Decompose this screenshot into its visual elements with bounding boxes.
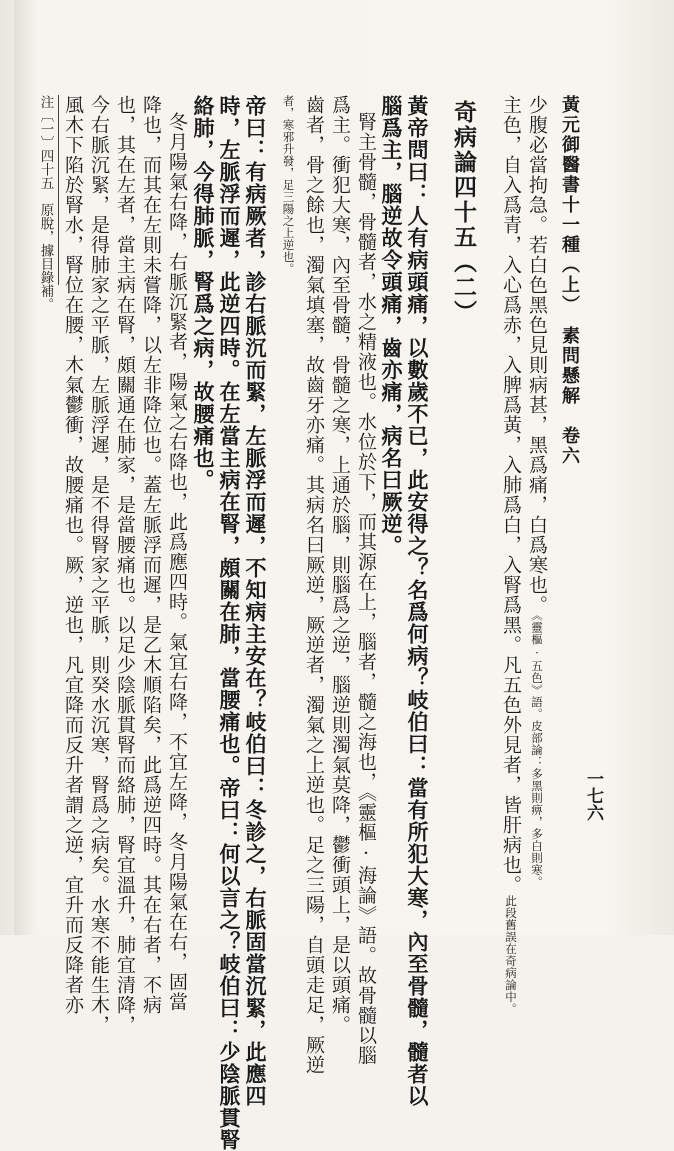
column-text: 齒者，骨之餘也，濁氣填塞，故齒牙亦痛。其病名曰厥逆，厥逆者，濁氣之上逆也。足之三陽，自頭走足，厥逆	[303, 95, 325, 1075]
column-text: 今右脈沉緊，是得肺家之平脈，左脈浮遲，是不得腎家之平脈，則癸水沉寒，腎爲之病矣。水寒不能生木，	[88, 95, 110, 1035]
running-header: 黃元御醫書十一種（上） 素問懸解 卷六	[559, 95, 580, 466]
column-text: 少腹必當拘急。若白色黑色見則病甚，黑爲痛，白爲寒也。	[526, 95, 548, 615]
column-note: 此段舊誤在奇病論中。	[504, 895, 518, 1015]
column-text: 冬月陽氣右降，右脈沉緊者，陽氣之右降也，此爲應四時。氣宜右降，不宜左降，冬月陽氣在右，固當	[166, 112, 188, 1012]
text-column-15	[115, 95, 134, 1035]
text-column-6	[356, 112, 375, 1066]
column-text: 降也，而其在左則未嘗降，以左非降位也。蓋左脈浮而遲，是乙木順陷矣，此爲逆四時。其在右者，不病	[140, 95, 162, 1015]
binding-shadow	[14, 0, 36, 935]
text-column-4	[407, 95, 428, 1107]
text-column-11	[219, 95, 240, 1151]
footnote: 注〔一〕四十五 原脫，據目錄補。	[37, 95, 54, 311]
column-text: 時，左脈浮而遲，此逆四時。在左當主病在腎，頗關在肺，當腰痛也。帝曰：何以言之？岐伯曰：少陰脈貫腎	[217, 95, 242, 1151]
text-column-1	[527, 95, 546, 888]
column-note: 《靈樞·五色》語。皮部論：多黑則痹，多白則寒。	[530, 615, 544, 888]
section-title: 奇病論四十五（二）	[450, 100, 477, 325]
text-column-8	[304, 95, 323, 1075]
text-column-9	[282, 95, 294, 275]
column-text: 腎主骨髓，骨髓者，水之精液也。水位於下，而其源在上，腦者，髓之海也，《靈樞·海論》語。故骨髓以腦	[355, 112, 377, 1066]
column-text: 腦爲主，腦逆故令頭痛，齒亦痛，病名曰厥逆。	[379, 95, 404, 557]
column-text: 者，寒邪升發，足三陽之上逆也。	[281, 95, 296, 275]
column-text: 風木下陷於腎水，腎位在腰，木氣鬱衝，故腰痛也。厥，逆也，凡宜降而反升者謂之逆，宜升而反降者亦	[62, 95, 84, 1015]
column-text: 帝曰：有病厥者，診右脈沉而緊，左脈浮而遲，不知病主安在？岐伯曰：冬診之，右脈固當沉緊，此應四	[243, 95, 268, 1107]
text-column-2	[501, 95, 520, 1015]
footnote-rule	[58, 95, 59, 285]
column-text: 黃帝問曰：人有病頭痛，以數歲不已，此安得之？名爲何病？岐伯曰：當有所犯大寒，內至骨髓，髓者以	[405, 95, 430, 1107]
text-column-5	[381, 95, 402, 557]
column-text: 也，其在左者，當主病在腎，頗關通在肺家，是當腰痛也。以足少陰脈貫腎而絡肺，腎宜溫升，肺宜清降，	[114, 95, 136, 1035]
column-text: 絡肺，今得肺脈，腎爲之病，故腰痛也。	[191, 95, 216, 491]
text-column-12	[193, 95, 214, 491]
page-number: 一七六	[583, 770, 603, 821]
column-text: 爲主。衝犯大寒，內至骨髓，骨髓之寒，上通於腦，則腦爲之逆，腦逆則濁氣莫降，鬱衝頭上，是以頭痛。	[329, 95, 351, 1035]
text-column-10	[245, 95, 266, 1107]
text-column-7	[330, 95, 349, 1035]
text-column-16	[89, 95, 108, 1035]
text-column-14	[141, 95, 160, 1015]
text-column-13	[167, 112, 186, 1012]
column-text: 主色，自入爲青，入心爲赤，入脾爲黃，入肺爲白，入腎爲黑。凡五色外見者，皆肝病也。	[500, 95, 522, 895]
text-column-17	[63, 95, 82, 1015]
